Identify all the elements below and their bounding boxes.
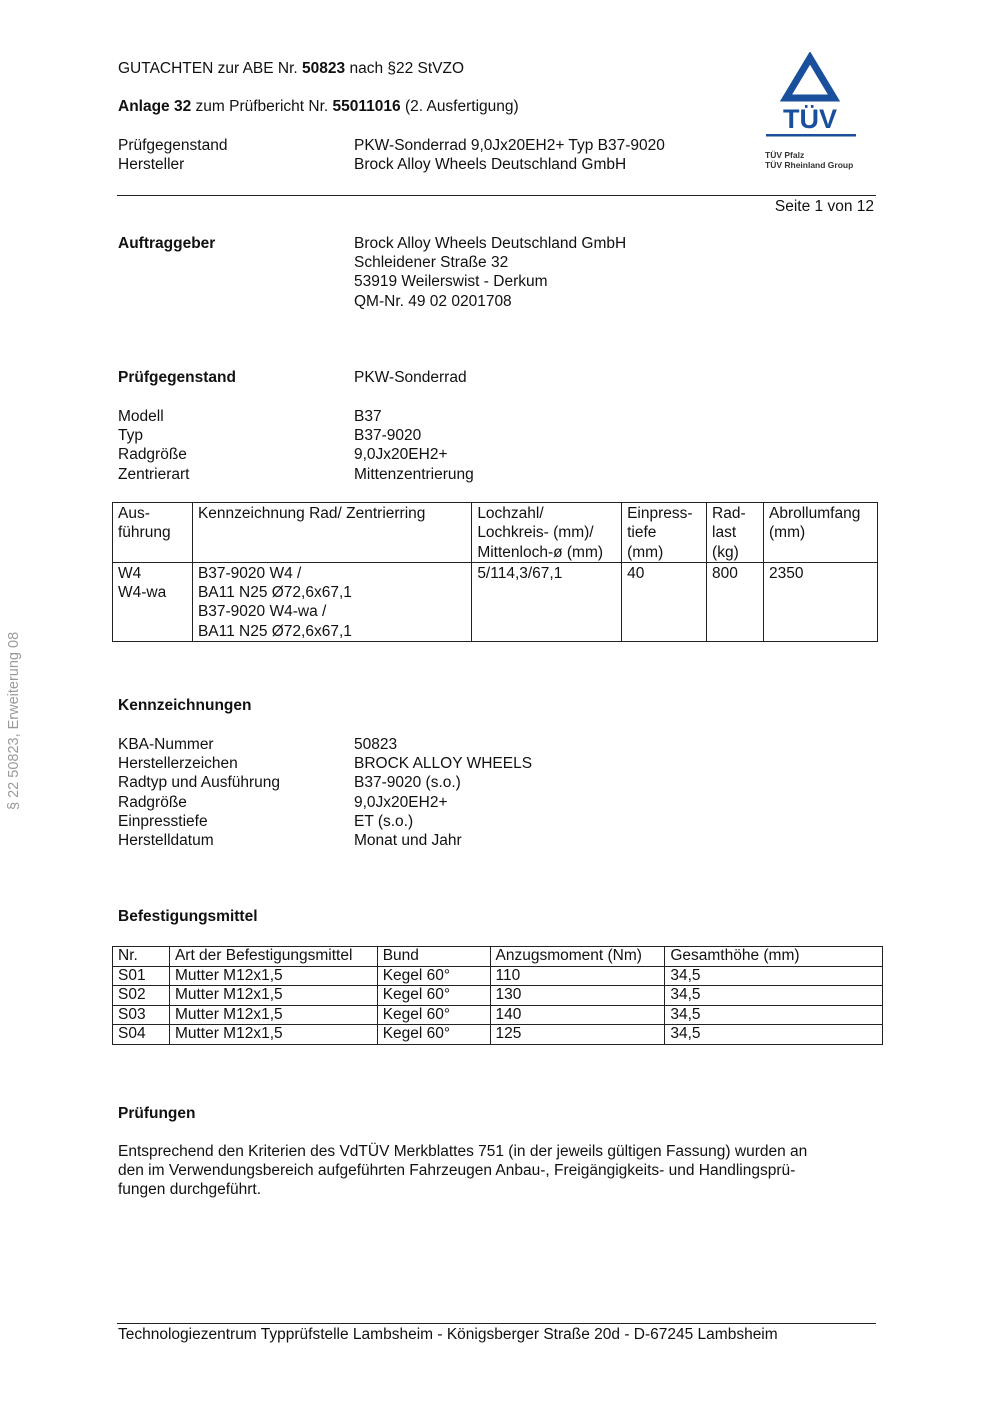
cell-art: Mutter M12x1,5: [169, 966, 377, 986]
cell-nr: S04: [113, 1025, 170, 1045]
cell-bund: Kegel 60°: [377, 966, 490, 986]
header-stvzo: nach §22 StVZO: [349, 60, 465, 77]
cell-gesamthoehe: 34,5: [665, 966, 883, 986]
cell-nr: S01: [113, 966, 170, 986]
herstellerzeichen-label: Herstellerzeichen: [118, 755, 238, 773]
pruefgegenstand-values: [354, 407, 474, 484]
cell-anzugsmoment: 130: [490, 986, 665, 1006]
header-pruefbericht-number: 55011016: [332, 98, 401, 115]
radtyp-label: Radtyp und Ausführung: [118, 774, 281, 792]
header-line-1: [118, 59, 464, 78]
cell-ausfuehrung: W4 W4-wa: [113, 562, 193, 641]
tuv-triangle-icon: [760, 52, 860, 147]
einpresstiefe-value: ET (s.o.): [354, 812, 414, 830]
header-label-pruefgegenstand: Prüfgegenstand: [118, 137, 228, 154]
header-abrollumfang: Abrollumfang (mm): [764, 503, 878, 563]
footer-divider: [117, 1323, 876, 1324]
table-row: [113, 966, 883, 986]
header-divider: [117, 195, 876, 196]
header-pruefbericht-label: zum Prüfbericht Nr.: [195, 98, 329, 115]
befestigung-title: Befestigungsmittel: [118, 908, 258, 925]
table-row: [113, 1025, 883, 1045]
radgroesse-label: Radgröße: [118, 793, 187, 811]
zentrierart-label: Zentrierart: [118, 465, 190, 483]
table-row: [113, 562, 878, 641]
zentrierart-value: Mittenzentrierung: [354, 465, 474, 483]
wheel-spec-table: [112, 502, 878, 642]
pruefungen-paragraph: [118, 1142, 878, 1200]
cell-bund: Kegel 60°: [377, 1005, 490, 1025]
pruefgegenstand-labels: [118, 407, 190, 484]
cell-gesamthoehe: 34,5: [665, 1005, 883, 1025]
auftraggeber-line: Brock Alloy Wheels Deutschland GmbH: [354, 235, 627, 252]
einpresstiefe-label: Einpresstiefe: [118, 812, 208, 830]
header-art: Art der Befestigungsmittel: [169, 947, 377, 967]
cell-gesamthoehe: 34,5: [665, 986, 883, 1006]
paragraph-line: fungen durchgeführt.: [118, 1181, 262, 1199]
pruefungen-title: Prüfungen: [118, 1105, 196, 1122]
table-header-row: [113, 503, 878, 563]
cell-anzugsmoment: 125: [490, 1025, 665, 1045]
paragraph-line: den im Verwendungsbereich aufgeführten Fahrzeugen Anbau-, Freigängigkeits- und Handlingsprü-: [118, 1162, 796, 1180]
tuv-pfalz-label: TÜV Pfalz: [765, 150, 805, 160]
cell-bund: Kegel 60°: [377, 1025, 490, 1045]
header-value-pruefgegenstand: PKW-Sonderrad 9,0Jx20EH2+ Typ B37-9020: [354, 137, 665, 154]
herstellerzeichen-value: BROCK ALLOY WHEELS: [354, 755, 533, 773]
cell-nr: S03: [113, 1005, 170, 1025]
header-nr: Nr.: [113, 947, 170, 967]
modell-value: B37: [354, 408, 382, 425]
kennzeichnungen-title: Kennzeichnungen: [118, 697, 252, 714]
kba-nummer-value: 50823: [354, 736, 398, 753]
cell-nr: S02: [113, 986, 170, 1006]
auftraggeber-address: [354, 234, 626, 311]
header-value-hersteller: Brock Alloy Wheels Deutschland GmbH: [354, 156, 627, 173]
radgroesse-value: 9,0Jx20EH2+: [354, 793, 448, 811]
auftraggeber-line: Schleidener Straße 32: [354, 254, 509, 272]
footer-address: Technologiezentrum Typprüfstelle Lambsheim - Königsberger Straße 20d - D-67245 Lambsheim: [118, 1326, 778, 1343]
side-reference-text: § 22 50823, Erweiterung 08: [6, 631, 22, 810]
auftraggeber-label: Auftraggeber: [118, 235, 216, 252]
typ-label: Typ: [118, 427, 143, 445]
header-lochzahl: Lochzahl/ Lochkreis- (mm)/ Mittenloch-ø (mm): [472, 503, 622, 563]
cell-einpresstiefe: 40: [622, 562, 707, 641]
cell-art: Mutter M12x1,5: [169, 986, 377, 1006]
cell-art: Mutter M12x1,5: [169, 1025, 377, 1045]
kennzeichnungen-values: [354, 735, 532, 850]
herstelldatum-value: Monat und Jahr: [354, 831, 462, 849]
cell-art: Mutter M12x1,5: [169, 1005, 377, 1025]
cell-anzugsmoment: 110: [490, 966, 665, 986]
pruefgegenstand-label: Prüfgegenstand: [118, 369, 236, 386]
cell-bund: Kegel 60°: [377, 986, 490, 1006]
paragraph-line: Entsprechend den Kriterien des VdTÜV Merkblattes 751 (in der jeweils gültigen Fassung) wurden an: [118, 1143, 808, 1160]
header-einpresstiefe: Einpress- tiefe (mm): [622, 503, 707, 563]
auftraggeber-line: QM-Nr. 49 02 0201708: [354, 292, 512, 310]
typ-value: B37-9020: [354, 427, 422, 445]
pruefgegenstand-value: PKW-Sonderrad: [354, 369, 467, 386]
cell-abrollumfang: 2350: [764, 562, 878, 641]
auftraggeber-line: 53919 Weilerswist - Derkum: [354, 273, 548, 291]
header-kennzeichnung: Kennzeichnung Rad/ Zentrierring: [192, 503, 471, 563]
header-abe-number: 50823: [302, 60, 346, 77]
cell-lochzahl: 5/114,3/67,1: [472, 562, 622, 641]
header-line-2: [118, 97, 519, 116]
cell-radlast: 800: [707, 562, 764, 641]
header-ausfertigung: (2. Ausfertigung): [404, 98, 519, 115]
cell-anzugsmoment: 140: [490, 1005, 665, 1025]
kennzeichnungen-labels: [118, 735, 280, 850]
tuv-logo-text: TÜV: [783, 104, 837, 134]
modell-label: Modell: [118, 408, 164, 425]
herstelldatum-label: Herstelldatum: [118, 831, 214, 849]
tuv-logo-subtitle: [765, 150, 853, 170]
header-label-hersteller: Hersteller: [118, 156, 185, 173]
header-ausfuehrung: Aus- führung: [113, 503, 193, 563]
header-radlast: Rad- last (kg): [707, 503, 764, 563]
kba-nummer-label: KBA-Nummer: [118, 736, 214, 753]
header-anzugsmoment: Anzugsmoment (Nm): [490, 947, 665, 967]
radtyp-value: B37-9020 (s.o.): [354, 774, 461, 792]
table-row: [113, 986, 883, 1006]
radgroesse-value: 9,0Jx20EH2+: [354, 446, 448, 464]
cell-kennzeichnung: B37-9020 W4 / BA11 N25 Ø72,6x67,1 B37-9020 W4-wa / BA11 N25 Ø72,6x67,1: [192, 562, 471, 641]
header-bund: Bund: [377, 947, 490, 967]
cell-gesamthoehe: 34,5: [665, 1025, 883, 1045]
header-gesamthoehe: Gesamthöhe (mm): [665, 947, 883, 967]
tuv-rheinland-label: TÜV Rheinland Group: [765, 160, 854, 170]
table-row: [113, 1005, 883, 1025]
header-anlage: Anlage 32: [118, 98, 192, 115]
table-header-row: [113, 947, 883, 967]
header-gutachten-label: GUTACHTEN zur ABE Nr.: [118, 60, 298, 77]
page-info: Seite 1 von 12: [774, 198, 874, 215]
fastener-table: [112, 946, 883, 1045]
radgroesse-label: Radgröße: [118, 446, 187, 464]
